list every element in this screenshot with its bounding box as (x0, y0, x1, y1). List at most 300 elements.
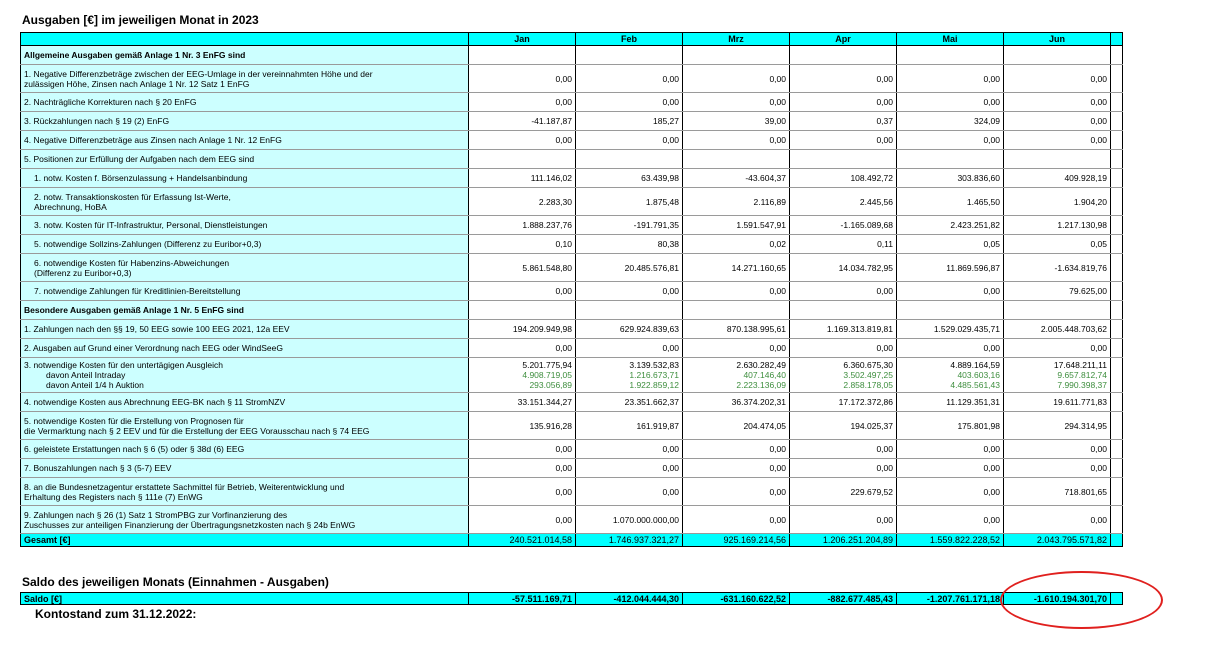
value-text: 0,00 (662, 444, 679, 454)
value-text: 0,00 (983, 286, 1000, 296)
value-text: 5.201.775,94 (522, 360, 572, 370)
month-value (576, 65, 683, 93)
value-text: 79.625,00 (1069, 286, 1107, 296)
row-label-line: zulässigen Höhe, Zinsen nach Anlage 1 Nr. 12 Satz 1 EnFG (24, 78, 250, 89)
value-text: 0,00 (769, 135, 786, 145)
value-text: 0,05 (1090, 239, 1107, 249)
month-value (469, 301, 576, 320)
month-value (576, 339, 683, 358)
month-value (576, 412, 683, 440)
value-text: 0,00 (662, 343, 679, 353)
row-label (21, 235, 469, 254)
month-value (469, 478, 576, 506)
saldo-value: -1.207.761.171,18 (897, 593, 1004, 605)
value-text: 161.919,87 (636, 420, 679, 431)
value-text: 185,27 (653, 116, 679, 126)
value-text: 2.283,30 (538, 196, 572, 207)
month-value (1004, 112, 1111, 131)
total-value: 1.206.251.204,89 (790, 534, 897, 547)
value-text: -43.604,37 (745, 173, 786, 183)
month-value (897, 440, 1004, 459)
row-label-line: die Vermarktung nach § 2 EEV und für die Erstellung der EEG Vorausschau nach § 74 EEG (24, 425, 370, 436)
month-value (790, 254, 897, 282)
month-value (683, 65, 790, 93)
row-label (21, 254, 469, 282)
month-value (790, 393, 897, 412)
spare-cell (1111, 65, 1123, 93)
table-body (21, 46, 1123, 534)
row-label (21, 301, 469, 320)
section-header-row (21, 301, 1123, 320)
value-text: 1.904,20 (1073, 196, 1107, 207)
month-value (469, 150, 576, 169)
table-row (21, 254, 1123, 282)
value-text: 0,00 (769, 514, 786, 525)
total-value: 2.043.795.571,82 (1004, 534, 1111, 547)
value-text: 0,00 (555, 97, 572, 107)
value-text: 0,00 (983, 486, 1000, 497)
table-title: Ausgaben [€] im jeweiligen Monat in 2023 (22, 13, 259, 27)
value-text: 194.025,37 (850, 420, 893, 431)
value-text: 0,00 (769, 343, 786, 353)
sub-row-label: davon Anteil Intraday (46, 370, 126, 380)
row-label-line: 7. notwendige Zahlungen für Kreditlinien-Bereitstellung (34, 286, 241, 296)
month-value (469, 169, 576, 188)
value-text: 2.445,56 (859, 196, 893, 207)
spare-cell (1111, 339, 1123, 358)
table-row (21, 358, 1123, 393)
month-value (683, 235, 790, 254)
month-value (576, 150, 683, 169)
month-value (897, 112, 1004, 131)
month-value (576, 93, 683, 112)
row-label-line: 2. Ausgaben auf Grund einer Verordnung nach EEG oder WindSeeG (24, 343, 283, 353)
row-label (21, 412, 469, 440)
row-label (21, 506, 469, 534)
month-value (683, 282, 790, 301)
row-label (21, 131, 469, 150)
value-text: 2.423.251,82 (950, 220, 1000, 230)
spare-cell (1111, 46, 1123, 65)
table-row (21, 339, 1123, 358)
row-label-line: 6. geleistete Erstattungen nach § 6 (5) oder § 38d (6) EEG (24, 444, 245, 454)
value-text: 80,38 (657, 239, 679, 249)
value-text: 870.138.995,61 (726, 324, 786, 334)
saldo-title: Saldo des jeweiligen Monats (Einnahmen - Ausgaben) (22, 575, 329, 589)
row-label-line: 9. Zahlungen nach § 26 (1) Satz 1 StromPBG zur Vorfinanzierung des (24, 509, 288, 520)
month-value (469, 339, 576, 358)
spare-cell (1111, 393, 1123, 412)
account-balance-label: Kontostand zum 31.12.2022: (35, 607, 197, 621)
month-value (790, 150, 897, 169)
value-text: 0,00 (876, 73, 893, 84)
month-header: Apr (790, 33, 897, 46)
row-label (21, 393, 469, 412)
value-text: 1.875,48 (645, 196, 679, 207)
month-value (897, 65, 1004, 93)
spare-cell (1111, 282, 1123, 301)
month-value (1004, 440, 1111, 459)
value-text: 0,05 (983, 239, 1000, 249)
month-value (897, 169, 1004, 188)
spare-cell (1111, 440, 1123, 459)
table-row (21, 216, 1123, 235)
value-text: -191.791,35 (633, 220, 679, 230)
value-text: 14.271.160,65 (731, 262, 786, 273)
saldo-value: -412.044.444,30 (576, 593, 683, 605)
value-text: 175.801,98 (957, 420, 1000, 431)
month-value (1004, 254, 1111, 282)
table-row (21, 188, 1123, 216)
row-label-line: (Differenz zu Euribor+0,3) (34, 267, 132, 278)
value-text: 0,00 (876, 97, 893, 107)
month-value (683, 320, 790, 339)
month-value (576, 440, 683, 459)
month-value (683, 46, 790, 65)
row-label-line: 1. Zahlungen nach den §§ 19, 50 EEG sowie 100 EEG 2021, 12a EEV (24, 324, 290, 334)
row-label-line: Zuschusses zur anteiligen Finanzierung der Übertragungsnetzkosten nach § 24b EnWG (24, 519, 356, 530)
spare-cell (1111, 235, 1123, 254)
month-value (1004, 216, 1111, 235)
section-header-row (21, 46, 1123, 65)
value-text: 0,37 (876, 116, 893, 126)
value-text: 0,00 (1090, 463, 1107, 473)
month-value (790, 112, 897, 131)
value-text: 0,00 (662, 463, 679, 473)
month-value (576, 235, 683, 254)
sub-value-text: 403.603,16 (957, 370, 1000, 380)
value-text: 11.129.351,31 (946, 397, 1000, 407)
month-value (897, 412, 1004, 440)
value-text: 0,00 (876, 135, 893, 145)
highlight-circle (1000, 571, 1163, 629)
table-row (21, 93, 1123, 112)
row-label-line: Allgemeine Ausgaben gemäß Anlage 1 Nr. 3 EnFG sind (24, 50, 246, 60)
month-value (897, 216, 1004, 235)
table-row (21, 440, 1123, 459)
row-label-line: 6. notwendige Kosten für Habenzins-Abweichungen (34, 257, 230, 268)
month-value (469, 46, 576, 65)
row-label-line: 5. Positionen zur Erfüllung der Aufgaben nach dem EEG sind (24, 154, 255, 164)
value-text: 0,00 (983, 97, 1000, 107)
saldo-value: -882.677.485,43 (790, 593, 897, 605)
month-value (683, 301, 790, 320)
value-text: 1.529.029.435,71 (933, 324, 1000, 334)
row-label-line: Abrechnung, HoBA (34, 201, 107, 212)
month-value (1004, 459, 1111, 478)
row-label-line: 7. Bonuszahlungen nach § 3 (5-7) EEV (24, 463, 172, 473)
month-value (790, 339, 897, 358)
month-value (683, 459, 790, 478)
month-value (683, 440, 790, 459)
row-label-line: 3. Rückzahlungen nach § 19 (2) EnFG (24, 116, 170, 126)
month-value (897, 301, 1004, 320)
value-text: 108.492,72 (850, 173, 893, 183)
month-value (790, 65, 897, 93)
value-text: 0,00 (769, 486, 786, 497)
value-text: 324,09 (974, 116, 1000, 126)
value-text: 0,00 (983, 463, 1000, 473)
row-label-line: 4. Negative Differenzbeträge aus Zinsen nach Anlage 1 Nr. 12 EnFG (24, 135, 282, 145)
spare-cell (1111, 358, 1123, 393)
value-text: 0,00 (555, 463, 572, 473)
value-text: 0,00 (1090, 135, 1107, 145)
month-value (1004, 320, 1111, 339)
value-text: 111.146,02 (530, 173, 572, 183)
sub-value-text: 407.146,40 (743, 370, 786, 380)
month-value (1004, 393, 1111, 412)
spare-cell (1111, 93, 1123, 112)
sub-value-text: 1.922.859,12 (629, 380, 679, 390)
month-value (790, 301, 897, 320)
row-label (21, 339, 469, 358)
month-value (576, 254, 683, 282)
table-row (21, 393, 1123, 412)
value-text: 0,00 (555, 286, 572, 296)
row-label-line: Besondere Ausgaben gemäß Anlage 1 Nr. 5 EnFG sind (24, 305, 244, 315)
sub-value-text: 2.858.178,05 (843, 380, 893, 390)
spare-cell (1111, 459, 1123, 478)
month-value (1004, 169, 1111, 188)
month-value (469, 65, 576, 93)
table-row (21, 506, 1123, 534)
month-value (683, 93, 790, 112)
month-value (1004, 412, 1111, 440)
value-text: 63.439,98 (641, 173, 679, 183)
value-text: 0,00 (555, 135, 572, 145)
month-value (469, 131, 576, 150)
month-value (576, 459, 683, 478)
month-value (469, 459, 576, 478)
month-value (683, 478, 790, 506)
month-value (576, 358, 683, 393)
row-label-line: 5. notwendige Sollzins-Zahlungen (Differenz zu Euribor+0,3) (34, 239, 262, 249)
month-value (683, 216, 790, 235)
value-text: 0,00 (769, 286, 786, 296)
value-text: 0,00 (555, 486, 572, 497)
value-text: 0,00 (1090, 514, 1107, 525)
month-value (469, 440, 576, 459)
table-row (21, 112, 1123, 131)
month-value (1004, 282, 1111, 301)
header-spare-cell (1111, 33, 1123, 46)
value-text: 0,11 (877, 239, 893, 249)
month-value (683, 393, 790, 412)
value-text: 1.465,50 (966, 196, 1000, 207)
total-value: 1.746.937.321,27 (576, 534, 683, 547)
total-label: Gesamt [€] (21, 534, 469, 547)
sub-value-text: 1.216.673,71 (629, 370, 679, 380)
month-value (897, 150, 1004, 169)
sub-value-text: 4.485.561,43 (950, 380, 1000, 390)
value-text: 0,00 (876, 343, 893, 353)
row-label-line: 1. notw. Kosten f. Börsenzulassung + Handelsanbindung (34, 173, 248, 183)
value-text: 0,00 (662, 135, 679, 145)
value-text: 0,00 (769, 444, 786, 454)
table-row (21, 412, 1123, 440)
value-text: 0,00 (769, 97, 786, 107)
month-value (897, 339, 1004, 358)
month-header: Jun (1004, 33, 1111, 46)
row-label-line: 2. notw. Transaktionskosten für Erfassung Ist-Werte, (34, 191, 231, 202)
table-row (21, 320, 1123, 339)
row-label-line: 4. notwendige Kosten aus Abrechnung EEG-BK nach § 11 StromNZV (24, 397, 286, 407)
row-label-line: Erhaltung des Registers nach § 111e (7) EnWG (24, 491, 203, 502)
month-header: Jan (469, 33, 576, 46)
month-value (897, 131, 1004, 150)
spare-cell (1111, 412, 1123, 440)
month-value (1004, 46, 1111, 65)
month-value (897, 235, 1004, 254)
spare-cell (1111, 112, 1123, 131)
sub-value-text: 2.223.136,09 (736, 380, 786, 390)
value-text: 0,00 (983, 135, 1000, 145)
table-row (21, 282, 1123, 301)
value-text: 409.928,19 (1064, 173, 1107, 183)
value-text: 0,10 (555, 239, 572, 249)
value-text: 39,00 (764, 116, 786, 126)
month-value (790, 131, 897, 150)
value-text: 1.070.000.000,00 (612, 514, 679, 525)
month-value (790, 93, 897, 112)
month-value (576, 188, 683, 216)
table-row (21, 169, 1123, 188)
value-text: 33.151.344,27 (517, 397, 572, 407)
spare-cell (1111, 188, 1123, 216)
month-value (1004, 150, 1111, 169)
table-row (21, 478, 1123, 506)
month-value (576, 112, 683, 131)
month-value (790, 440, 897, 459)
month-value (469, 93, 576, 112)
month-value (897, 254, 1004, 282)
row-label (21, 358, 469, 393)
month-value (897, 358, 1004, 393)
value-text: 135.916,28 (529, 420, 572, 431)
month-value (1004, 235, 1111, 254)
row-label (21, 282, 469, 301)
spare-cell (1111, 478, 1123, 506)
value-text: 0,00 (876, 286, 893, 296)
total-value: 240.521.014,58 (469, 534, 576, 547)
value-text: 0,00 (662, 73, 679, 84)
row-label (21, 112, 469, 131)
row-label-line: 5. notwendige Kosten für die Erstellung von Prognosen für (24, 415, 244, 426)
spare-cell (1111, 506, 1123, 534)
value-text: 0,00 (555, 343, 572, 353)
month-value (897, 188, 1004, 216)
month-header: Mrz (683, 33, 790, 46)
value-text: 204.474,05 (743, 420, 786, 431)
month-value (1004, 301, 1111, 320)
month-value (683, 506, 790, 534)
header-label-cell (21, 33, 469, 46)
value-text: 20.485.576,81 (624, 262, 679, 273)
value-text: 17.648.211,11 (1053, 360, 1107, 370)
month-value (576, 506, 683, 534)
value-text: 229.679,52 (850, 486, 893, 497)
value-text: 1.888.237,76 (522, 220, 572, 230)
month-value (897, 282, 1004, 301)
spare-cell (1111, 301, 1123, 320)
month-value (790, 459, 897, 478)
value-text: 0,00 (983, 343, 1000, 353)
value-text: 6.360.675,30 (843, 360, 893, 370)
month-header-row (21, 33, 1123, 46)
month-value (790, 235, 897, 254)
month-value (1004, 65, 1111, 93)
month-value (1004, 339, 1111, 358)
month-value (469, 235, 576, 254)
saldo-value: -1.610.194.301,70 (1004, 593, 1111, 605)
month-value (576, 282, 683, 301)
row-label (21, 65, 469, 93)
spare-cell (1111, 216, 1123, 235)
value-text: 303.836,60 (957, 173, 1000, 183)
spare-cell (1111, 320, 1123, 339)
value-text: -1.165.089,68 (840, 220, 893, 230)
total-row (21, 534, 1123, 547)
value-text: 0,00 (769, 73, 786, 84)
value-text: 0,00 (555, 444, 572, 454)
month-value (469, 506, 576, 534)
sub-value-text: 3.502.497,25 (843, 370, 893, 380)
month-value (683, 112, 790, 131)
month-value (897, 459, 1004, 478)
month-header: Feb (576, 33, 683, 46)
value-text: 0,00 (1090, 116, 1107, 126)
month-value (469, 112, 576, 131)
row-label-line: 1. Negative Differenzbeträge zwischen der EEG-Umlage in der vereinnahmten Höhe und der (24, 68, 373, 79)
value-text: 2.116,89 (753, 196, 786, 207)
sub-value-text: 7.990.398,37 (1057, 380, 1107, 390)
month-value (1004, 131, 1111, 150)
month-value (897, 46, 1004, 65)
month-header: Mai (897, 33, 1004, 46)
month-value (790, 216, 897, 235)
value-text: 3.139.532,83 (629, 360, 679, 370)
month-value (576, 393, 683, 412)
value-text: 0,00 (662, 97, 679, 107)
month-value (683, 169, 790, 188)
value-text: 0,00 (1090, 73, 1107, 84)
value-text: 36.374.202,31 (731, 397, 786, 407)
row-label-line: 3. notwendige Kosten für den untertägigen Ausgleich (24, 360, 223, 370)
value-text: 19.611.771,83 (1053, 397, 1107, 407)
table-row (21, 150, 1123, 169)
month-value (790, 282, 897, 301)
month-value (576, 478, 683, 506)
saldo-table (20, 592, 1123, 605)
row-label (21, 478, 469, 506)
value-text: 0,00 (876, 463, 893, 473)
value-text: 2.005.448.703,62 (1040, 324, 1107, 334)
month-value (469, 188, 576, 216)
total-value: 925.169.214,56 (683, 534, 790, 547)
month-value (1004, 506, 1111, 534)
sub-row-label: davon Anteil 1/4 h Auktion (46, 380, 144, 390)
month-value (576, 169, 683, 188)
total-spare-cell (1111, 534, 1123, 547)
spare-cell (1111, 131, 1123, 150)
value-text: 14.034.782,95 (838, 262, 893, 273)
month-value (897, 506, 1004, 534)
month-value (683, 358, 790, 393)
row-label (21, 459, 469, 478)
spare-cell (1111, 150, 1123, 169)
month-value (790, 478, 897, 506)
value-text: 0,00 (1090, 343, 1107, 353)
